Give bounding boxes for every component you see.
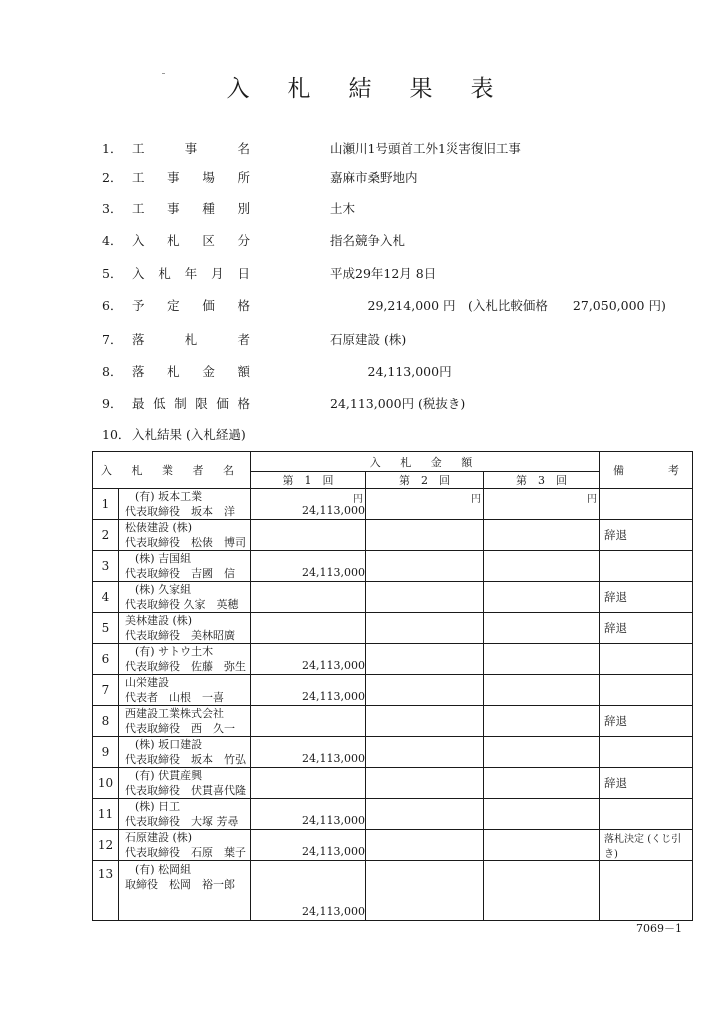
bid-value: 24,113,000	[302, 845, 365, 858]
info-row	[0, 359, 720, 381]
bid-amount-round-1	[251, 861, 366, 921]
info-label-char: 年	[184, 266, 198, 281]
bid-value: 24,113,000	[302, 814, 365, 827]
info-label-char: 落	[132, 364, 145, 379]
bidder-cell	[119, 644, 251, 675]
bidder-company: (株) 吉国組	[135, 552, 192, 565]
info-label-char: 札	[167, 233, 180, 248]
bidder-cell	[119, 489, 251, 520]
bid-amount-round-2	[366, 737, 484, 768]
row-number: 6	[93, 644, 119, 675]
info-label-char: 者	[237, 332, 250, 347]
bid-amount-round-2	[366, 582, 484, 613]
info-number: 7．	[102, 332, 123, 347]
bidder-company: 石原建設 (株)	[125, 831, 193, 844]
info-label-char: 種	[202, 201, 215, 216]
row-number: 9	[93, 737, 119, 768]
info-label-char: 名	[237, 141, 250, 156]
bid-amount-round-3	[484, 830, 600, 861]
header-amount: 入 札 金 額	[251, 452, 600, 472]
row-number: 8	[93, 706, 119, 737]
info-number: 9．	[102, 396, 123, 411]
info-label-char: 定	[167, 298, 180, 313]
bidder-representative: 代表取締役 佐藤 弥生	[125, 660, 246, 673]
info-label-char: 最	[132, 396, 145, 411]
bidder-cell	[119, 613, 251, 644]
info-label-char: 工	[132, 141, 145, 156]
row-number: 12	[93, 830, 119, 861]
currency-unit: 円	[353, 494, 363, 505]
bid-amount-round-3	[484, 613, 600, 644]
row-number: 3	[93, 551, 119, 582]
results-table	[92, 451, 693, 921]
bidder-company: 山栄建設	[125, 676, 169, 689]
table-row	[93, 613, 693, 644]
row-number: 1	[93, 489, 119, 520]
row-number: 10	[93, 768, 119, 799]
info-label-char: 区	[202, 233, 215, 248]
table-row	[93, 675, 693, 706]
bid-amount-round-2	[366, 520, 484, 551]
info-number: 5．	[102, 266, 123, 281]
info-label	[132, 330, 250, 348]
bid-amount-round-2	[366, 799, 484, 830]
remark-cell	[600, 675, 693, 706]
info-value: 山瀬川1号頭首工外1災害復旧工事	[330, 141, 521, 156]
info-label-char: 予	[132, 298, 145, 313]
bid-amount-round-2	[366, 644, 484, 675]
bid-value: 24,113,000	[302, 690, 365, 703]
info-label	[132, 296, 250, 314]
info-number: 4．	[102, 233, 123, 248]
row-number: 4	[93, 582, 119, 613]
bidder-company: (有) サトウ土木	[135, 645, 214, 658]
bidder-cell	[119, 520, 251, 551]
bidder-company: 西建設工業株式会社	[125, 707, 224, 720]
info-row	[0, 196, 720, 218]
bid-amount-round-1	[251, 675, 366, 706]
table-row	[93, 520, 693, 551]
info-label-char: 金	[202, 364, 215, 379]
info-value: 石原建設 (株)	[330, 332, 407, 347]
bidder-cell	[119, 799, 251, 830]
bidder-company: (株) 坂口建設	[135, 738, 203, 751]
bidder-cell	[119, 768, 251, 799]
info-row	[0, 228, 720, 250]
remark-cell	[600, 799, 693, 830]
remark-cell	[600, 737, 693, 768]
info-label-char: 日	[237, 266, 250, 281]
info-label-char: 工	[132, 201, 145, 216]
table-row	[93, 551, 693, 582]
info-label	[132, 394, 250, 412]
bid-amount-round-3	[484, 644, 600, 675]
currency-unit: 円	[587, 494, 598, 505]
info-row	[0, 261, 720, 283]
bid-amount-round-1	[251, 489, 366, 520]
bid-amount-round-3	[484, 706, 600, 737]
bid-amount-round-1	[251, 582, 366, 613]
bidder-representative: 代表取締役 坂本 竹弘	[125, 753, 246, 766]
bidder-representative: 代表取締役 伏貫喜代隆	[125, 784, 246, 797]
bidder-representative: 代表取締役 大塚 芳尋	[125, 815, 239, 828]
info-value: 嘉麻市桑野地内	[330, 170, 418, 185]
bid-amount-round-1	[251, 520, 366, 551]
bidder-representative: 代表取締役 美林昭廣	[125, 629, 235, 642]
info-label-char: 事	[167, 170, 180, 185]
bid-value: 24,113,000	[302, 905, 365, 918]
table-row	[93, 768, 693, 799]
bid-amount-round-1	[251, 551, 366, 582]
info-label-char: 落	[132, 332, 145, 347]
header-remarks: 備 考	[600, 452, 693, 489]
info-label	[132, 139, 250, 157]
info-label-char: 限	[195, 396, 208, 411]
bidder-representative: 代表取締役 石原 葉子	[125, 846, 246, 859]
info-label-char: 月	[211, 266, 224, 281]
bid-amount-round-3	[484, 551, 600, 582]
info-label-char: 事	[167, 201, 180, 216]
table-row	[93, 830, 693, 861]
bid-amount-round-1	[251, 830, 366, 861]
info-label-char: 額	[237, 364, 250, 379]
info-label-char: 格	[237, 396, 250, 411]
bidder-representative: 代表取締役 久家 英穂	[125, 598, 239, 611]
info-label	[132, 168, 250, 186]
bid-amount-round-2	[366, 613, 484, 644]
bidder-cell	[119, 582, 251, 613]
info-value: 24,113,000円	[330, 364, 452, 379]
bid-amount-round-3	[484, 799, 600, 830]
remark-cell: 辞退	[600, 613, 693, 644]
bid-value: 24,113,000	[302, 659, 365, 672]
info-row	[0, 165, 720, 187]
info-label-char: 格	[237, 298, 250, 313]
info-number: 8．	[102, 364, 123, 379]
bid-amount-round-3	[484, 737, 600, 768]
currency-unit: 円	[471, 494, 481, 505]
info-label	[132, 199, 250, 217]
info-label-char: 入札結果 (入札経過)	[132, 427, 246, 442]
info-label-char: 低	[153, 396, 166, 411]
info-number: 1．	[102, 141, 123, 156]
row-number: 13	[93, 861, 119, 921]
bidder-company: 美林建設 (株)	[125, 614, 193, 627]
info-value: 土木	[330, 201, 356, 216]
bid-amount-round-2	[366, 768, 484, 799]
bid-amount-round-3	[484, 675, 600, 706]
bidder-cell	[119, 551, 251, 582]
info-label-char: 工	[132, 170, 145, 185]
bidder-company: (有) 坂本工業	[135, 490, 203, 503]
table-row	[93, 582, 693, 613]
info-row	[0, 136, 720, 158]
info-label-char: 別	[237, 201, 250, 216]
bid-amount-round-3	[484, 861, 600, 921]
bid-amount-round-2	[366, 675, 484, 706]
info-label-char: 価	[202, 298, 215, 313]
table-row	[93, 644, 693, 675]
bidder-cell	[119, 675, 251, 706]
header-round-2: 第 2 回	[366, 472, 484, 489]
remark-cell	[600, 861, 693, 921]
table-row	[93, 706, 693, 737]
info-label-char: 入	[132, 266, 145, 281]
info-number: 10．	[102, 427, 131, 442]
page-title: 入札結果表	[226, 76, 532, 102]
info-row	[0, 327, 720, 349]
bid-value: 24,113,000	[302, 504, 365, 517]
bidder-company: (有) 伏貫産興	[135, 769, 203, 782]
info-label-char: 札	[167, 364, 180, 379]
info-number: 2．	[102, 170, 123, 185]
bid-amount-round-3	[484, 582, 600, 613]
bid-amount-round-2	[366, 830, 484, 861]
info-label-char: 所	[237, 170, 250, 185]
bidder-representative: 代表取締役 坂本 洋	[125, 505, 235, 518]
info-label-char: 分	[237, 233, 250, 248]
info-label-char: 制	[174, 396, 187, 411]
bid-amount-round-2	[366, 861, 484, 921]
bidder-cell	[119, 737, 251, 768]
row-number: 11	[93, 799, 119, 830]
remark-cell: 辞退	[600, 768, 693, 799]
bid-amount-round-3	[484, 489, 600, 520]
bid-amount-round-3	[484, 520, 600, 551]
row-number: 2	[93, 520, 119, 551]
remark-cell	[600, 551, 693, 582]
remark-cell: 落札決定 (くじ引き)	[600, 830, 693, 861]
table-row	[93, 861, 693, 921]
bid-amount-round-1	[251, 613, 366, 644]
document-code: 7069－1	[636, 922, 682, 935]
bid-value: 24,113,000	[302, 752, 365, 765]
bidder-company: (株) 久家組	[135, 583, 192, 596]
info-row	[0, 422, 720, 444]
bidder-cell	[119, 861, 251, 921]
row-number: 7	[93, 675, 119, 706]
table-row	[93, 799, 693, 830]
remark-cell	[600, 489, 693, 520]
bid-value: 24,113,000	[302, 566, 365, 579]
header-round-1: 第 1 回	[251, 472, 366, 489]
bid-amount-round-3	[484, 768, 600, 799]
bid-amount-round-2	[366, 706, 484, 737]
scan-speck	[162, 73, 165, 74]
info-label	[132, 264, 250, 282]
bidder-representative: 取締役 松岡 裕一郎	[125, 878, 235, 891]
bidder-representative: 代表者 山根 一喜	[125, 691, 224, 704]
bid-amount-round-2	[366, 489, 484, 520]
remark-cell	[600, 644, 693, 675]
bidder-representative: 代表取締役 吉國 信	[125, 567, 235, 580]
info-value: 指名競争入札	[330, 233, 406, 248]
info-label-char: 入	[132, 233, 145, 248]
header-round-3: 第 3 回	[484, 472, 600, 489]
info-number: 6．	[102, 298, 123, 313]
table-row	[93, 737, 693, 768]
info-value: 平成29年12月 8日	[330, 266, 437, 281]
info-label-char: 価	[216, 396, 229, 411]
bidder-company: (株) 日工	[135, 800, 181, 813]
info-label-char: 事	[184, 141, 198, 156]
remark-cell: 辞退	[600, 520, 693, 551]
info-value: 29,214,000 円 (入札比較価格 27,050,000 円)	[330, 298, 666, 313]
info-value: 24,113,000円 (税抜き)	[330, 396, 466, 411]
info-row	[0, 391, 720, 413]
row-number: 5	[93, 613, 119, 644]
header-bidder: 入 札 業 者 名	[93, 452, 251, 489]
info-label-char: 札	[158, 266, 171, 281]
bidder-representative: 代表取締役 松俵 博司	[125, 536, 246, 549]
bidder-cell	[119, 706, 251, 737]
info-row	[0, 293, 720, 315]
bidder-cell	[119, 830, 251, 861]
remark-cell: 辞退	[600, 706, 693, 737]
info-label	[132, 425, 250, 443]
bid-amount-round-1	[251, 644, 366, 675]
bid-amount-round-2	[366, 551, 484, 582]
bid-amount-round-1	[251, 706, 366, 737]
bid-amount-round-1	[251, 799, 366, 830]
info-label	[132, 362, 250, 380]
bid-amount-round-1	[251, 737, 366, 768]
info-label-char: 場	[202, 170, 215, 185]
bidder-company: (有) 松岡組	[135, 863, 192, 876]
info-label	[132, 231, 250, 249]
info-label-char: 札	[184, 332, 198, 347]
bidder-company: 松俵建設 (株)	[125, 521, 193, 534]
bid-amount-round-1	[251, 768, 366, 799]
bidder-representative: 代表取締役 西 久一	[125, 722, 235, 735]
remark-cell: 辞退	[600, 582, 693, 613]
info-number: 3．	[102, 201, 123, 216]
table-row	[93, 489, 693, 520]
